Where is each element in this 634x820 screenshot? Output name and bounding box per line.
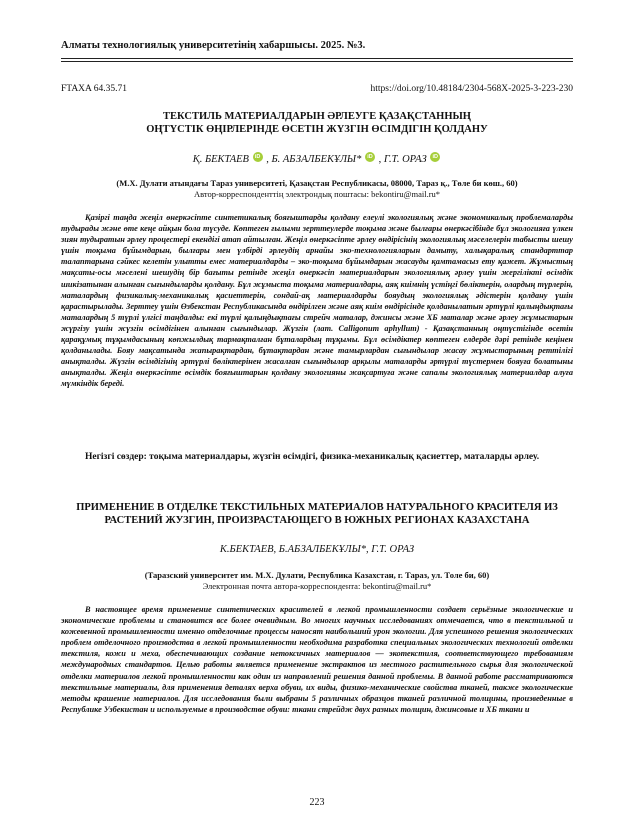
kz-author-2: Б. АБЗАЛБЕКҰЛЫ* [271, 154, 362, 165]
kz-title-line-2: ОҢТҮСТІК ӨҢІРЛЕРІНДЕ ӨСЕТІН ЖҮЗГІН ӨСІМДІГІН ҚОЛДАНУ [146, 123, 488, 135]
kz-author-3: Г.Т. ОРАЗ [383, 154, 427, 165]
kz-affiliation: (М.Х. Дулати атындағы Тараз университеті, Қазақстан Республикасы, 08000, Тараз қ., Төле би көш., 60) [116, 178, 518, 188]
article-meta [61, 84, 573, 94]
ru-email: Электронная почта автора-корреспондента: bekontiru@mail.ru* [202, 581, 432, 591]
ru-authors: К.БЕКТАЕВ, Б.АБЗАЛБЕКҰЛЫ*, Г.Т. ОРАЗ [219, 544, 415, 555]
kz-author-1: Қ. БЕКТАЕВ [192, 154, 249, 165]
orcid-icon[interactable]: iD [253, 152, 263, 162]
doi-link[interactable]: https://doi.org/10.48184/2304-568X-2025-3-223-230 [370, 84, 573, 94]
kz-keywords [61, 451, 573, 464]
ru-title-line-2: РАСТЕНИЙ ЖУЗГИН, ПРОИЗРАСТАЮЩЕГО В ЮЖНЫХ РЕГИОНАХ КАЗАХСТАНА [104, 514, 530, 526]
orcid-icon[interactable]: iD [430, 152, 440, 162]
kz-email: Автор-корреспонденттің электрондық поштасы: bekontiru@mail.ru* [193, 189, 441, 199]
ru-affiliation-block [61, 570, 573, 592]
page-number: 223 [309, 797, 325, 808]
kz-title-line-1: ТЕКСТИЛЬ МАТЕРИАЛДАРЫН ӘРЛЕУГЕ ҚАЗАҚСТАННЫҢ [163, 111, 471, 122]
kz-authors: Қ. БЕКТАЕВ iD , Б. АБЗАЛБЕКҰЛЫ* iD , Г.Т. ОРАЗ iD [61, 152, 573, 165]
ru-title [61, 502, 573, 527]
header-rule [61, 58, 573, 59]
ru-abstract: В настоящее время применение синтетических красителей в легкой промышленности создает серьёзные экологические и экономические проблемы и становится все более очевидным. Во многих научных исследованиях отмечается, что в текстильной и кожевенной промышленности именно отделочные процессы наносят наибольший урон экологии. Для успешного решения экологических проблем отделочного производства в легкой промышленности необходима разработка специальных экологических технологий отделки текстиля, кожи и меха, обеспечивающих создание нетоксичных материалов — экотекстиля, соответствующего требованиям международных стандартов. Целью работы является применение экстрактов из местного растительного сырья для экологической отделки материалов легкой промышленности как один из направлений решения данной проблемы. В данной работе рассматриваются текстильные материалы, для применения деталях верха обуви, их виды, физико-механические свойства тканей, также экологические методы крашение материалов. Для исследования были выбраны 5 различных образцов тканей различной толщины, произведенные в Республике Узбекистан и используемые в производстве обуви: ткани стрейдж двух разных толщин, джинсовые и ХБ ткани и [61, 605, 573, 714]
header-rule-double [61, 61, 573, 62]
ru-affiliation: (Таразский университет им. М.Х. Дулати, Республика Казахстан, г. Тараз, ул. Толе би, 60) [144, 570, 490, 580]
kz-title [61, 111, 573, 136]
kz-abstract: Қазіргі таңда жеңіл өнеркәсіпте синтетикалық бояғыштарды қолдану елеулі экологиялық және экономикалық проблемаларды тудырады және өте кеңе айқын бола түсуде. Көптеген ғылыми зерттеулерде тоқыма және былғары өнеркәсібінде бұл экологияға үлкен зиян тудыратын әрлеу процестері екендігі атап айтылған. Жеңіл өнеркәсіпте әрлеу өндірісінің экологиялық мәселелерін табысты шешу үшін тоқыма бұйымдарын, былғары мен үлбірді әрлеудің арнайы эко-технологияларын дамыту, халықаралық стандарттар талаптарына сәйкес келетін улытты емес материалдарды – эко-тоқыма бұйымдарын жасауды қамтамасыз ету қажет. Жұмыстың мақсаты-осы мәселені шешудің бір бағыты ретінде жеңіл өнеркәсіп материалдарын экологиялық әрлеу үшін жергілікті өсімдік шикізатынан алынған сығындыларды қолдану. Бұл жұмыста тоқыма материалдары, аяқ киімнің үстіңгі бөліктерін, олардың түрлерін, маталардың физикалық-механикалық қасиеттерін, сондай-ақ материалдарды бояудың экологиялық әдістерін қолдану үшін қарастырылады. Зерттеу үшін Өзбекстан Республикасында өндірілген және аяқ киім өндірісінде қолданылатын әртүрлі қалыңдықтағы маталардың 5 түрлі үлгісі таңдалды: екі түрлі қалыңдықтағы стрейч маталар, джинсы және ХБ маталар және әрлеу жұмыстарын жүргізу үшін жүзгін өсімдігінен алынған сығындылар. Жүзгін (лат. Calligonum aphyllum) - Қазақстанның оңтүстігінде өсетін қарақұмық тұқымдасының көпжылдық тармақталған бұталардың тұқымы. Бұл өсімдіктер көптеген елдерде дәрі ретінде кеңінен қолданылады. Бояу мақсатында жапырақтардан, бұтақтардан және тамырлардан сығындылар жасау жұмыстарының реттілігі анықталды. Жүзгін өсімдігінің әртүрлі бөліктерінен жасалған сығындылар арқылы маталарды әртүрлі түстермен бояуға болатыны анықталды. Жеңіл өнеркәсіпте өсімдік бояғыштарын қолдану экологияны жақсартуға және сапалы экологиялық материалдар алуға мүмкіндік береді. [61, 213, 573, 389]
journal-header: Алматы технологиялық университетінің хабаршысы. 2025. №3. [61, 40, 366, 51]
kz-affiliation-block [61, 178, 573, 200]
irsti-code: FTAXA 64.35.71 [61, 84, 128, 94]
orcid-icon[interactable]: iD [365, 152, 375, 162]
kz-keywords-text: тоқыма материалдары, жүзгін өсімдігі, физика-механикалық қасиеттер, маталарды әрлеу. [149, 452, 540, 462]
ru-title-line-1: ПРИМЕНЕНИЕ В ОТДЕЛКЕ ТЕКСТИЛЬНЫХ МАТЕРИАЛОВ НАТУРАЛЬНОГО КРАСИТЕЛЯ ИЗ [76, 502, 558, 513]
kz-keywords-label: Негізгі сөздер: [85, 452, 147, 462]
